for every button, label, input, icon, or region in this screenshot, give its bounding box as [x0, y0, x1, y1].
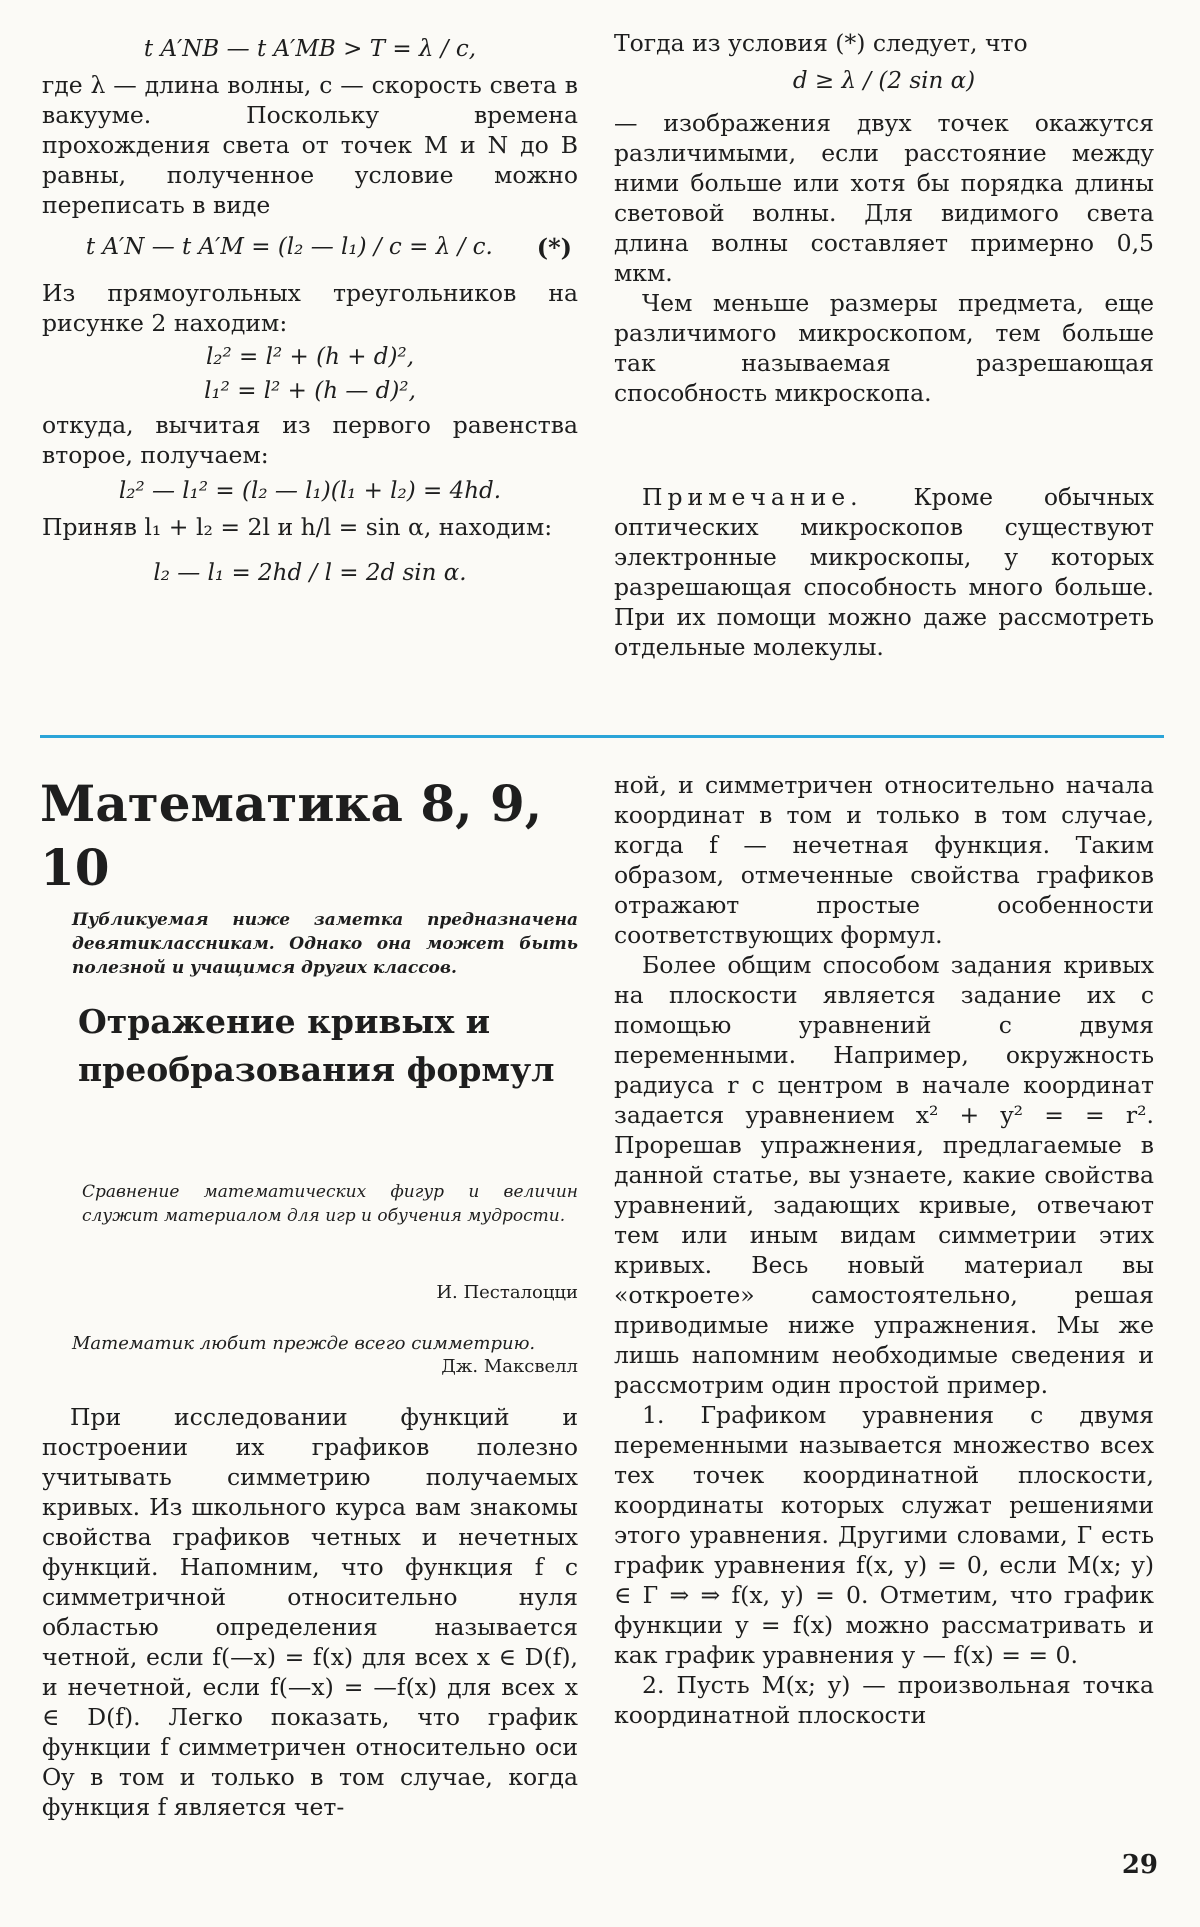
formula-l2-squared: l₂² = l² + (h + d)²,: [205, 344, 415, 370]
formula-difference-of-squares: l₂² — l₁² = (l₂ — l₁)(l₁ + l₂) = 4hd.: [118, 478, 502, 504]
formula-path-difference: t A′N — t A′M = (l₂ — l₁) / c = λ / c.: [85, 234, 493, 260]
paragraph: Приняв l₁ + l₂ = 2l и h/l = sin α, находим:: [42, 513, 553, 541]
formula-resolution-condition: d ≥ λ / (2 sin α): [792, 68, 976, 94]
paragraph: Из прямоугольных треугольников на рисунке 2 находим:: [42, 279, 578, 337]
top-left-column: [42, 28, 578, 594]
paragraph: — изображения двух точек окажутся различимыми, если расстояние между ними больше или хотя бы порядка длины световой волны. Для видимого света длина волны составляет примерно 0,5 мкм.: [614, 109, 1154, 287]
formula-l2-minus-l1: l₂ — l₁ = 2hd / l = 2d sin α.: [153, 560, 467, 586]
formula-tag: (*): [536, 232, 572, 262]
formula-time-difference: t A′NB — t A′MB > T = λ / c,: [143, 36, 477, 62]
epigraph-author: И. Песталоцци: [436, 1282, 578, 1303]
paragraph: 1. Графиком уравнения с двумя переменными называется множество всех тех точек координатной плоскости, координаты которых служат решениями этого уравнения. Другими словами, Г есть график уравнения f(x, y) = 0, если M(x; y) ∈ Г ⇒ ⇒ f(x, y) = 0. Отметим, что график функции y = f(x) можно рассматривать и как график уравнения y — f(x) = = 0.: [614, 1401, 1154, 1669]
note-text: Кроме обычных оптических микроскопов существуют электронные микроскопы, у которых разрешающая способность много больше. При их помощи можно даже рассмотреть отдельные молекулы.: [614, 483, 1154, 661]
paragraph: Чем меньше размеры предмета, еще различимого микроскопом, тем больше так называемая разрешающая способность микроскопа.: [614, 289, 1154, 407]
section-divider: [40, 735, 1164, 738]
note-paragraph: [614, 482, 1154, 662]
section-title: Математика 8, 9, 10: [40, 774, 543, 897]
note-label: Примечание.: [642, 483, 863, 511]
paragraph: При исследовании функций и построении их графиков полезно учитывать симметрию получаемых кривых. Из школьного курса вам знакомы свойства графиков четных и нечетных функций. Напомним, что функция f с симметричной относительно нуля областью определения называется четной, если f(—x) = f(x) для всех x ∈ D(f), и нечетной, если f(—x) = —f(x) для всех x ∈ D(f). Легко показать, что график функции f симметричен относительно оси Oy в том и только в том случае, когда функция f является чет-: [42, 1403, 578, 1821]
formula-l1-squared: l₁² = l² + (h — d)²,: [204, 378, 416, 404]
paragraph: 2. Пусть M(x; y) — произвольная точка координатной плоскости: [614, 1671, 1154, 1729]
page-number: 29: [1121, 1850, 1158, 1880]
paragraph: Более общим способом задания кривых на плоскости является задание их с помощью уравнений с двумя переменными. Например, окружность радиуса r с центром в начале координат задается уравнением x² + y² = = r². Прорешав упражнения, предлагаемые в данной статье, вы узнаете, какие свойства уравнений, задающих кривые, отвечают тем или иным видам симметрии этих кривых. Весь новый материал вы «откроете» самостоятельно, решая приводимые ниже упражнения. Мы же лишь напомним необходимые сведения и рассмотрим один простой пример.: [614, 951, 1154, 1399]
epigraph-quote: Сравнение математических фигур и величин служит материалом для игр и обучения мудрости.: [82, 1182, 578, 1226]
paragraph: Тогда из условия (*) следует, что: [614, 29, 1028, 57]
paragraph: где λ — длина волны, c — скорость света в вакууме. Поскольку времена прохождения света от точек M и N до B равны, полученное условие можно переписать в виде: [42, 71, 578, 219]
paragraph: ной, и симметричен относительно начала координат в том и только в том случае, когда f — нечетная функция. Таким образом, отмеченные свойства графиков отражают простые особенности соответствующих формул.: [614, 771, 1154, 949]
epigraph-quote: Математик любит прежде всего симметрию.: [72, 1333, 536, 1354]
paragraph: откуда, вычитая из первого равенства второе, получаем:: [42, 411, 578, 469]
formula-row-star: [42, 230, 578, 264]
epigraph-author: Дж. Максвелл: [441, 1356, 578, 1377]
bottom-right-column: [614, 770, 1154, 1730]
top-right-column: [614, 28, 1154, 662]
bottom-left-column: [42, 1402, 578, 1822]
intro-note: Публикуемая ниже заметка предназначена девятиклассникам. Однако она может быть полезной и учащимся других классов.: [72, 910, 578, 978]
article-title: Отражение кривых и преобразования формул: [78, 1002, 555, 1089]
